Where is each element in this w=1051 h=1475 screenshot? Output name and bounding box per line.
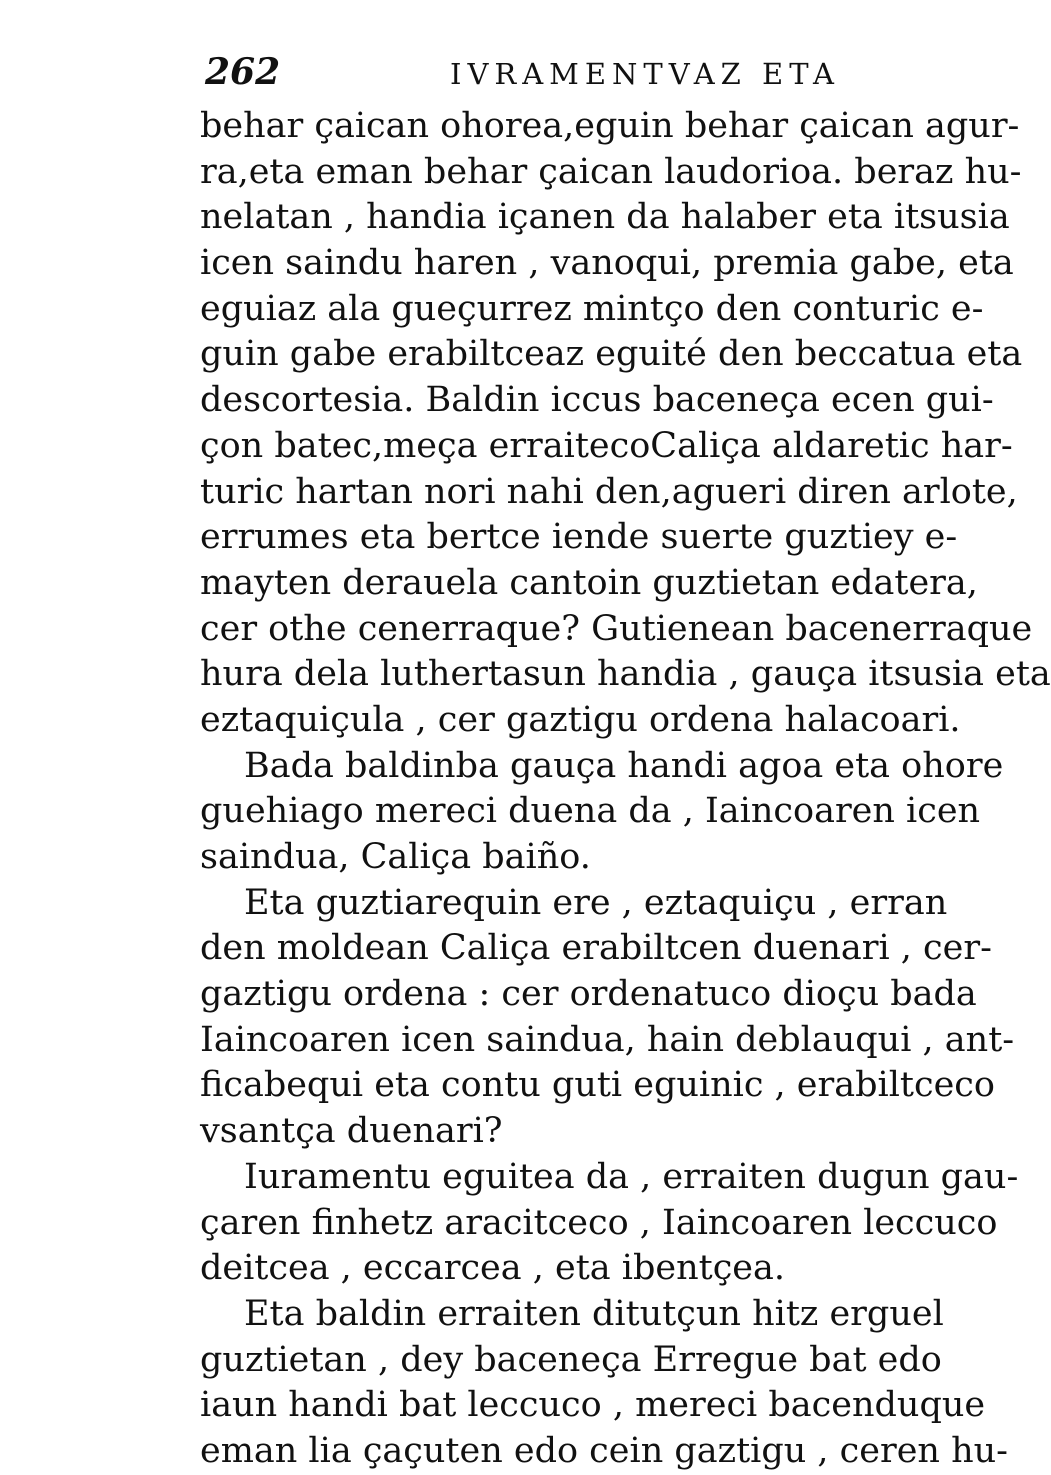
- text-line: eztaquiçula , cer gaztigu ordena halacoari.: [200, 699, 961, 740]
- page-header: [205, 52, 925, 92]
- text-line: mayten derauela cantoin guztietan edatera,: [200, 562, 978, 603]
- text-line: Bada baldinba gauça handi agoa eta ohore: [244, 745, 1004, 786]
- text-line: cer othe cenerraque? Gutienean bacenerraque: [200, 608, 1033, 649]
- text-line: behar çaican ohorea,eguin behar çaican agur-: [200, 106, 1020, 146]
- text-line: ficabequi eta contu guti eguinic , erabiltceco: [200, 1065, 995, 1106]
- text-line: errumes eta bertce iende suerte guztiey e-: [200, 517, 958, 558]
- text-line: ra,eta eman behar çaican laudorioa. beraz hu-: [200, 151, 1022, 192]
- text-line: Iaincoaren icen saindua, hain deblauqui , ant-: [200, 1019, 1015, 1060]
- text-line: den moldean Caliça erabiltcen duenari , cer-: [200, 928, 992, 969]
- running-head: IVRAMENTVAZ ETA: [450, 57, 840, 91]
- text-line: çon batec,meça erraitecoCaliça aldaretic har-: [200, 425, 1013, 466]
- text-line: nelatan , handia içanen da halaber eta itsusia: [200, 197, 1010, 238]
- text-line: guehiago mereci duena da , Iaincoaren icen: [200, 791, 981, 832]
- text-line: eguiaz ala gueçurrez mintço den conturic e-: [200, 288, 984, 329]
- text-line: icen saindu haren , vanoqui, premia gabe, eta: [200, 243, 1014, 284]
- text-line: Eta guztiarequin ere , eztaquiçu , erran: [244, 882, 948, 923]
- text-line: descortesia. Baldin iccus baceneça ecen gui-: [200, 380, 994, 421]
- body-text: [200, 104, 1051, 1475]
- text-line: guin gabe erabiltceaz eguité den beccatua eta: [200, 334, 1023, 375]
- text-line: gaztigu ordena : cer ordenatuco dioçu bada: [200, 974, 977, 1015]
- page-number: 262: [205, 51, 281, 93]
- text-line: Eta baldin erraiten ditutçun hitz erguel: [244, 1293, 944, 1334]
- text-line: guztietan , dey baceneça Erregue bat edo: [200, 1339, 942, 1380]
- text-line: deitcea , eccarcea , eta ibentçea.: [200, 1248, 786, 1289]
- text-line: Iuramentu eguitea da , erraiten dugun gau-: [244, 1156, 1019, 1197]
- text-line: eman lia çaçuten edo cein gaztigu , ceren hu-: [200, 1430, 1008, 1471]
- text-line: vsantça duenari?: [200, 1111, 503, 1152]
- text-line: iaun handi bat leccuco , mereci bacenduque: [200, 1385, 986, 1426]
- text-line: saindua, Caliça baiño.: [200, 837, 591, 877]
- text-line: turic hartan nori nahi den,agueri diren arlote,: [200, 471, 1018, 512]
- text-line: hura dela luthertasun handia , gauça itsusia eta: [200, 654, 1051, 695]
- text-line: çaren finhetz aracitceco , Iaincoaren leccuco: [200, 1202, 998, 1243]
